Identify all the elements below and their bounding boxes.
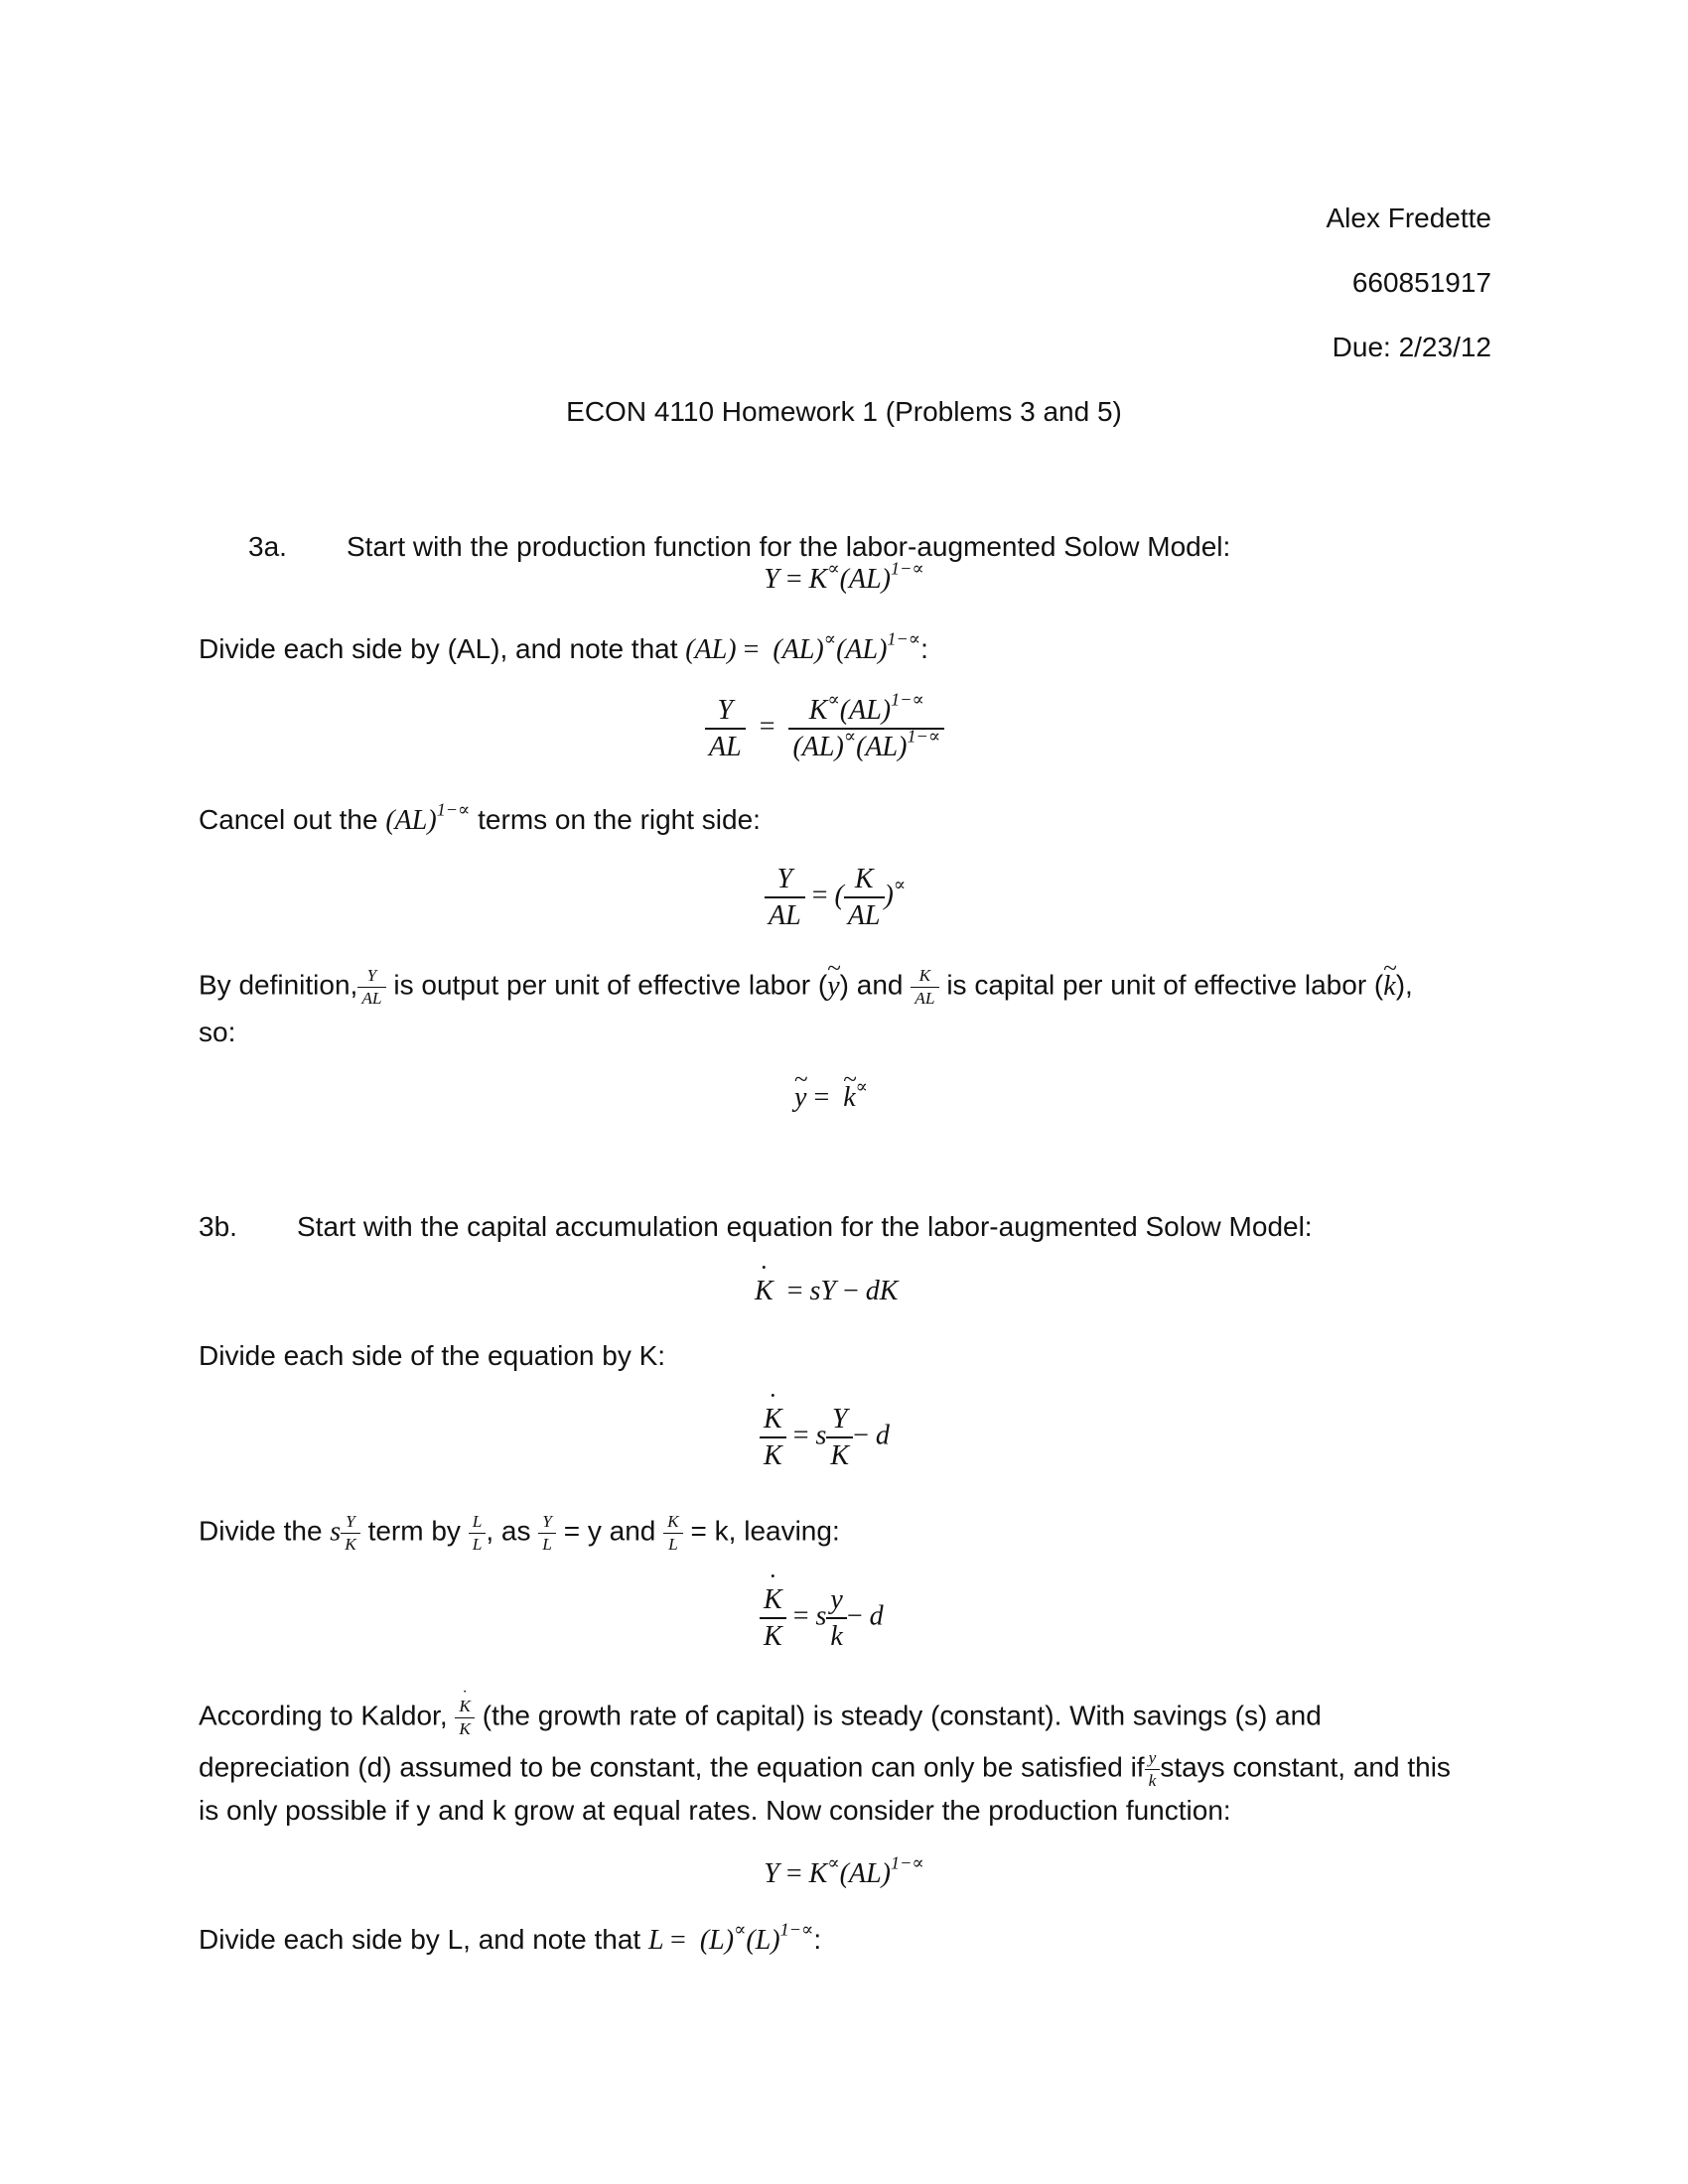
kaldor-line2-post: stays constant, and this xyxy=(1160,1751,1451,1783)
cancel-line xyxy=(199,799,761,838)
definition-so: so: xyxy=(199,1017,236,1047)
cancel-term-math: (AL)$^{1-\propto}$ xyxy=(385,799,471,836)
equation-intensive-form: ~ y = ~ k∝ xyxy=(794,1080,868,1115)
equation-production-function-repeat: Y = K∝(AL)$^{1-\propto}$ xyxy=(764,1852,924,1889)
equation-production-function: Y = K∝(AL)$^{1-\propto}$ xyxy=(764,558,924,595)
definition-pre: By definition, xyxy=(199,969,358,1001)
divide-l-math: $L = (L)^\propto(L)^{1-\propto}$ xyxy=(647,1919,814,1956)
divide-k-text: Divide each side of the equation by K: xyxy=(199,1340,666,1371)
document-title: ECON 4110 Homework 1 (Problems 3 and 5) xyxy=(566,396,1122,427)
section-label-3b: 3b. xyxy=(199,1211,237,1242)
author-name: Alex Fredette xyxy=(1326,203,1491,233)
kaldor-line-1: According to Kaldor, ˙ $\frac{K}{K}$ (the growth rate of capital) is steady (constant). With savings (s) and xyxy=(199,1696,1322,1739)
equation-divide-al: $\frac{Y}{AL}$ = $\frac{K^\propto(AL)^{1-\propto}}{(AL)^\propto(AL)^{1-\propto}}$ xyxy=(705,693,944,764)
definition-mid1: is output per unit of effective labor ( xyxy=(393,969,828,1001)
kaldor-line-3: is only possible if y and k grow at equal rates. Now consider the production function: xyxy=(199,1795,1231,1826)
divide-s-y: = y and xyxy=(563,1515,656,1547)
definition-end: ), xyxy=(1395,969,1413,1001)
divide-al-line: Divide each side by (AL), and note that (AL) = (AL)∝(AL)$^{1-\propto}$: xyxy=(199,628,928,665)
cancel-post: terms on the right side: xyxy=(478,804,761,835)
kaldor-line2-pre: depreciation (d) assumed to be constant, the equation can only be satisfied if xyxy=(199,1751,1145,1783)
equation-intensive-ratio: $\frac{Y}{AL}$ = ( $\frac{K}{AL}$ )∝ xyxy=(765,862,906,933)
equation-growth-rate: ˙ $\frac{K}{K}$ = s $\frac{Y}{K}$ − d xyxy=(760,1402,890,1473)
divide-s-pre: Divide the xyxy=(199,1515,323,1547)
definition-line: By definition, $\frac{Y}{AL}$ is output per unit of effective labor (~ y) and $\frac{K}{AL}$ is capital per unit of effective labor (~ k), xyxy=(199,965,1413,1009)
student-id: 660851917 xyxy=(1351,267,1491,298)
kaldor-line-2: depreciation (d) assumed to be constant, the equation can only be satisfied if $\frac{y}{k}$ stays constant, and this xyxy=(199,1748,1451,1790)
due-date: Due: 2/23/12 xyxy=(1332,332,1491,362)
divide-l-line: Divide each side by L, and note that $L = (L)^\propto(L)^{1-\propto}$: xyxy=(199,1919,822,1956)
kaldor-post: (the growth rate of capital) is steady (constant). With savings (s) and xyxy=(482,1700,1322,1731)
divide-s-as: , as xyxy=(486,1515,531,1547)
definition-mid2: ) and xyxy=(839,969,904,1001)
divide-s-k: = k, leaving: xyxy=(690,1515,840,1547)
cancel-pre: Cancel out the xyxy=(199,804,378,835)
section-3b-intro: Start with the capital accumulation equation for the labor-augmented Solow Model: xyxy=(297,1211,1313,1242)
divide-s-line: Divide the s $\frac{Y}{K}$ term by $\frac{L}{L}$ , as $\frac{Y}{L}$ = y and $\frac{K}{L}$ = k, leaving: xyxy=(199,1512,840,1554)
divide-al-math: (AL) = (AL)∝(AL)$^{1-\propto}$ xyxy=(685,628,921,665)
equation-capital-accumulation: ˙ K = sY − dK xyxy=(755,1274,898,1308)
section-3a-intro: Start with the production function for the labor-augmented Solow Model: xyxy=(347,531,1231,562)
definition-mid3: is capital per unit of effective labor ( xyxy=(946,969,1384,1001)
divide-al-text: Divide each side by (AL), and note that xyxy=(199,633,678,664)
equation-growth-rate-per-worker: ˙ $\frac{K}{K}$ = s $\frac{y}{k}$ − d xyxy=(760,1582,884,1654)
kaldor-pre: According to Kaldor, xyxy=(199,1700,448,1731)
section-label-3a: 3a. xyxy=(248,531,287,562)
divide-l-text: Divide each side by L, and note that xyxy=(199,1924,641,1955)
divide-s-by: term by xyxy=(367,1515,461,1547)
